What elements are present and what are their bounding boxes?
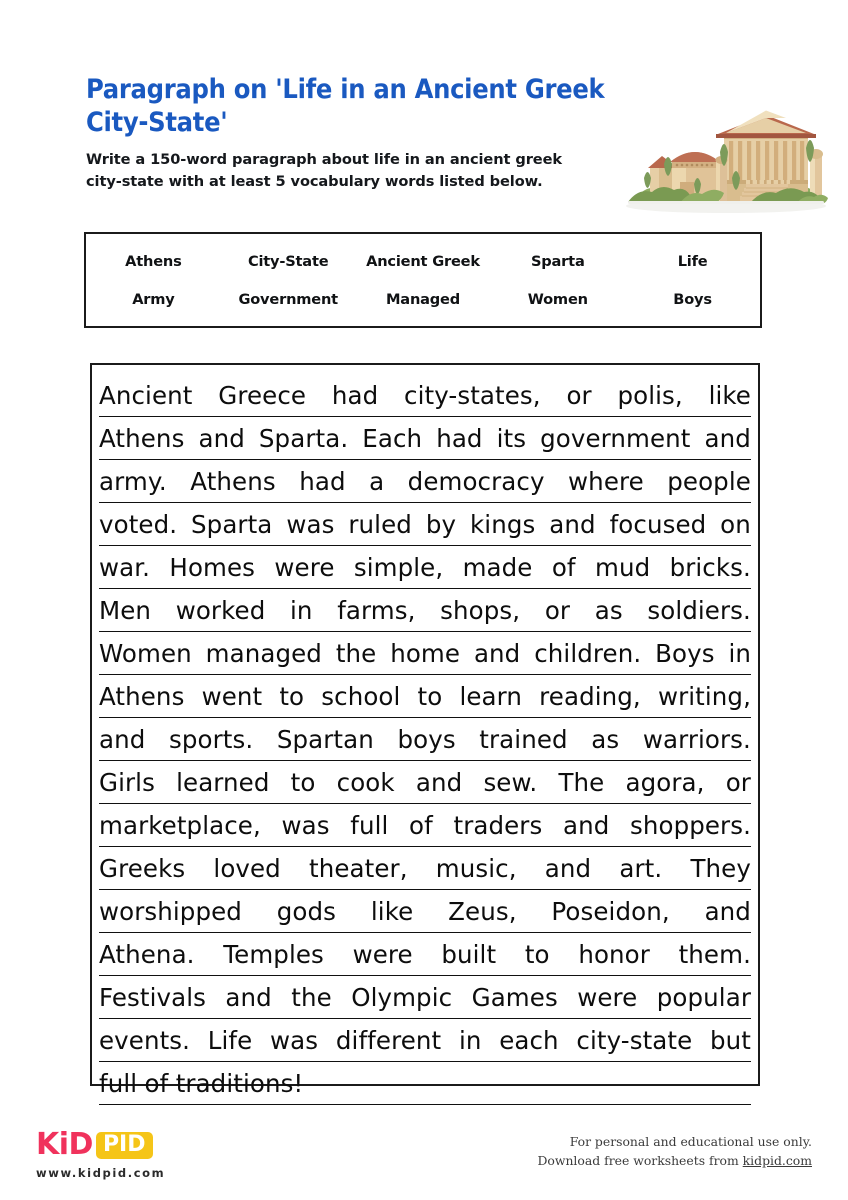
handwriting-word: voted. — [99, 510, 178, 539]
handwriting-word: sew. — [483, 768, 538, 797]
handwriting-word: simple, — [353, 553, 444, 582]
handwriting-word: by — [425, 510, 457, 539]
handwriting-word: as — [594, 596, 623, 625]
handwriting-word: Athena. — [99, 940, 195, 969]
handwriting-word: trained — [479, 725, 568, 754]
handwriting-word: popular — [656, 983, 751, 1012]
handwriting-word: Ancient — [99, 381, 193, 410]
handwriting-word: Athens — [190, 467, 276, 496]
handwriting-word: were — [274, 553, 335, 582]
handwriting-word: had — [436, 424, 483, 453]
handwriting-line — [99, 1019, 751, 1062]
handwriting-word: Games — [471, 983, 558, 1012]
handwriting-word: Boys — [655, 639, 715, 668]
handwriting-word: Zeus, — [448, 897, 517, 926]
handwriting-word: warriors. — [642, 725, 751, 754]
handwriting-word: Athens — [99, 424, 185, 453]
footer-usage-note — [537, 1132, 812, 1170]
handwriting-word: where — [568, 467, 644, 496]
handwriting-word: Life — [207, 1026, 253, 1055]
handwriting-line — [99, 847, 751, 890]
answer-writing-box[interactable] — [90, 363, 760, 1098]
handwriting-word: kings — [470, 510, 536, 539]
handwriting-word: and — [549, 510, 596, 539]
handwriting-word: reading, — [539, 682, 641, 711]
handwriting-line — [99, 976, 751, 1019]
handwriting-word: had — [331, 381, 379, 410]
handwriting-line — [99, 374, 751, 417]
handwriting-word: Women — [99, 639, 192, 668]
worksheet-header — [86, 74, 646, 194]
handwriting-word: to — [524, 940, 550, 969]
handwriting-line — [99, 761, 751, 804]
handwriting-word: learn — [459, 682, 523, 711]
handwriting-word: people — [667, 467, 751, 496]
instructions-line-2: city-state with at least 5 vocabulary words listed below. — [86, 173, 543, 191]
handwriting-word: Homes — [169, 553, 256, 582]
handwriting-word: Men — [99, 596, 152, 625]
vocab-word: Sparta — [530, 252, 585, 270]
handwriting-line — [99, 632, 751, 675]
handwriting-word: or — [566, 381, 592, 410]
handwriting-word: full — [350, 811, 389, 840]
handwriting-word: Spartan — [276, 725, 374, 754]
vocabulary-row-2 — [86, 280, 760, 318]
handwriting-word: gods — [276, 897, 337, 926]
handwriting-word: children. — [534, 639, 642, 668]
instructions-line-1: Write a 150-word paragraph about life in an ancient greek — [86, 150, 562, 168]
handwriting-word: school — [321, 682, 401, 711]
handwriting-line — [99, 460, 751, 503]
handwriting-word: of — [144, 1069, 169, 1098]
handwriting-word: Athens — [99, 682, 185, 711]
vocab-word: Government — [238, 290, 338, 308]
handwriting-word: like — [370, 897, 414, 926]
handwriting-word: The — [558, 768, 605, 797]
handwriting-word: Temples — [223, 940, 324, 969]
handwriting-word: Sparta. — [258, 424, 349, 453]
handwriting-line — [99, 417, 751, 460]
handwriting-word: its — [496, 424, 527, 453]
handwriting-word: agora, — [625, 768, 705, 797]
handwriting-word: went — [201, 682, 263, 711]
handwriting-word: polis, — [617, 381, 683, 410]
handwriting-line — [99, 804, 751, 847]
handwriting-word: were — [577, 983, 638, 1012]
handwriting-word: a — [369, 467, 385, 496]
handwriting-word: traders — [453, 811, 543, 840]
handwriting-word: bricks. — [669, 553, 751, 582]
handwriting-word: in — [728, 639, 751, 668]
handwriting-word: boys — [397, 725, 456, 754]
handwriting-word: shoppers. — [630, 811, 751, 840]
handwriting-word: Each — [362, 424, 423, 453]
handwriting-word: like — [708, 381, 751, 410]
handwriting-word: traditions! — [175, 1069, 304, 1098]
handwriting-word: city-states, — [404, 381, 541, 410]
handwriting-word: had — [299, 467, 346, 496]
vocab-word: City-State — [247, 252, 329, 270]
handwriting-word: worshipped — [99, 897, 242, 926]
handwriting-word: honor — [578, 940, 650, 969]
handwriting-word: but — [710, 1026, 751, 1055]
handwriting-word: They — [690, 854, 751, 883]
logo-wordmark — [36, 1127, 216, 1162]
handwriting-word: to — [417, 682, 443, 711]
handwriting-word: worked — [175, 596, 266, 625]
handwriting-word: was — [281, 811, 330, 840]
handwriting-line — [99, 675, 751, 718]
handwriting-word: and — [415, 768, 463, 797]
handwriting-word: was — [286, 510, 335, 539]
handwriting-word: them. — [678, 940, 751, 969]
handwriting-word: to — [279, 682, 305, 711]
handwriting-word: farms, — [337, 596, 416, 625]
instructions — [86, 149, 646, 194]
handwriting-word: loved — [213, 854, 281, 883]
handwriting-word: mud — [594, 553, 651, 582]
handwriting-word: marketplace, — [99, 811, 261, 840]
logo-kid-text: KiD — [36, 1127, 93, 1162]
handwriting-word: in — [458, 1026, 482, 1055]
handwriting-word: as — [591, 725, 620, 754]
handwriting-word: managed — [205, 639, 322, 668]
handwriting-word: ruled — [348, 510, 412, 539]
vocabulary-row-1 — [86, 242, 760, 280]
handwriting-word: writing, — [657, 682, 751, 711]
footer-note-line-2 — [537, 1151, 812, 1170]
handwriting-line — [99, 933, 751, 976]
handwriting-word: war. — [99, 553, 151, 582]
logo-pid-badge: PID — [96, 1132, 153, 1159]
handwriting-word: on — [720, 510, 751, 539]
handwriting-word: was — [270, 1026, 319, 1055]
handwriting-word: theater, — [309, 854, 408, 883]
vocabulary-word-bank — [84, 232, 762, 328]
handwriting-line — [99, 546, 751, 589]
handwriting-word: learned — [176, 768, 270, 797]
handwriting-word: and — [704, 424, 751, 453]
handwritten-paragraph — [99, 374, 751, 1105]
handwriting-word: democracy — [407, 467, 545, 496]
handwriting-word: made — [462, 553, 533, 582]
handwriting-line — [99, 718, 751, 761]
handwriting-word: shops, — [440, 596, 521, 625]
handwriting-word: government — [540, 424, 691, 453]
handwriting-word: Sparta — [191, 510, 273, 539]
kidpid-link[interactable]: kidpid.com — [742, 1153, 812, 1169]
vocab-word: Ancient Greek — [366, 252, 480, 270]
handwriting-word: soldiers. — [647, 596, 751, 625]
vocab-word: Managed — [385, 290, 460, 308]
handwriting-word: and — [544, 854, 592, 883]
handwriting-word: city-state — [576, 1026, 693, 1055]
handwriting-word: full — [99, 1069, 138, 1098]
handwriting-word: to — [290, 768, 316, 797]
handwriting-word: or — [544, 596, 571, 625]
vocab-word: Boys — [673, 290, 712, 308]
handwriting-word: each — [499, 1026, 559, 1055]
handwriting-word: the — [291, 983, 332, 1012]
page-title-line-1: Paragraph on 'Life in an Ancient Greek — [86, 74, 605, 105]
handwriting-word: of — [551, 553, 576, 582]
handwriting-line — [99, 1062, 751, 1105]
handwriting-word: Olympic — [351, 983, 453, 1012]
kidpid-logo — [36, 1127, 216, 1180]
vocab-word: Women — [527, 290, 588, 308]
handwriting-word: and — [473, 639, 521, 668]
footer-note-prefix: Download free worksheets from — [537, 1153, 743, 1169]
vocab-word: Army — [132, 290, 175, 308]
handwriting-word: and — [225, 983, 272, 1012]
handwriting-word: built — [441, 940, 497, 969]
logo-website-url: www.kidpid.com — [36, 1166, 166, 1180]
handwriting-word: Greece — [218, 381, 307, 410]
handwriting-word: Festivals — [99, 983, 206, 1012]
handwriting-line — [99, 890, 751, 933]
handwriting-word: and — [99, 725, 146, 754]
page-title — [86, 74, 646, 140]
handwriting-word: Poseidon, — [551, 897, 670, 926]
handwriting-word: sports. — [169, 725, 254, 754]
footer-note-line-1: For personal and educational use only. — [569, 1134, 812, 1149]
handwriting-word: music, — [435, 854, 517, 883]
handwriting-word: home — [390, 639, 461, 668]
handwriting-word: army. — [99, 467, 167, 496]
vocab-word: Athens — [125, 252, 182, 270]
handwriting-word: and — [198, 424, 245, 453]
handwriting-word: Greeks — [99, 854, 186, 883]
handwriting-word: Girls — [99, 768, 155, 797]
handwriting-word: were — [352, 940, 413, 969]
handwriting-word: of — [409, 811, 433, 840]
handwriting-word: focused — [609, 510, 707, 539]
handwriting-line — [99, 589, 751, 632]
handwriting-word: and — [562, 811, 610, 840]
handwriting-word: the — [335, 639, 377, 668]
handwriting-word: different — [335, 1026, 442, 1055]
page-title-line-2: City-State' — [86, 106, 228, 138]
acropolis-illustration — [620, 108, 832, 216]
vocab-word: Life — [677, 252, 708, 270]
acropolis-icon — [620, 108, 832, 216]
handwriting-word: and — [704, 897, 751, 926]
handwriting-word: in — [290, 596, 313, 625]
handwriting-line — [99, 503, 751, 546]
handwriting-word: events. — [99, 1026, 191, 1055]
handwriting-word: or — [725, 768, 751, 797]
handwriting-word: art. — [619, 854, 663, 883]
handwriting-word: cook — [336, 768, 395, 797]
